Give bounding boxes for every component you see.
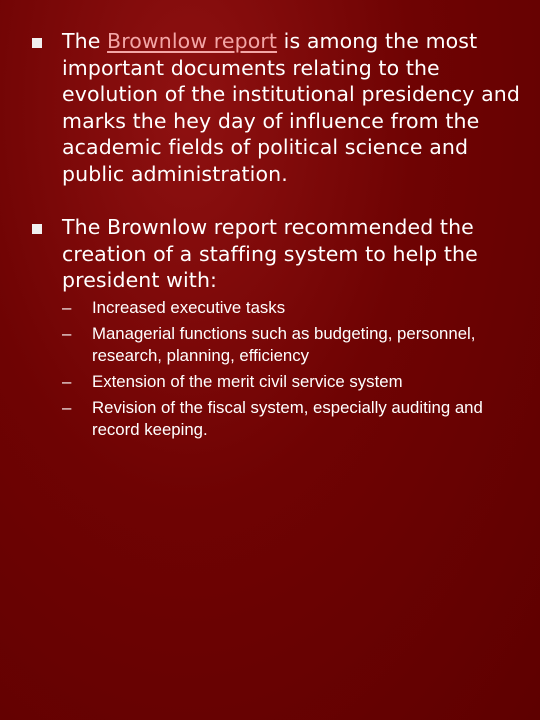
sub-bullet-text: Managerial functions such as budgeting, personnel, research, planning, efficiency	[92, 324, 476, 365]
sub-bullet-item	[62, 323, 492, 367]
sub-bullet-text: Revision of the fiscal system, especially auditing and record keeping.	[92, 398, 483, 439]
sub-bullet-text: Extension of the merit civil service system	[92, 372, 403, 391]
sub-bullet-item	[62, 297, 492, 319]
brownlow-report-link[interactable]: Brownlow report	[107, 29, 278, 53]
sub-bullet-item	[62, 397, 492, 441]
dash-icon: –	[62, 398, 72, 417]
bullet-item-1	[32, 28, 522, 187]
sub-bullet-text: Increased executive tasks	[92, 298, 286, 317]
sub-bullet-item	[62, 371, 492, 393]
bullet-text-1	[62, 28, 522, 187]
dash-icon: –	[62, 372, 72, 391]
sub-bullet-list	[62, 297, 492, 445]
bullet-text-1-pre: The	[62, 29, 108, 53]
bullet-text-1-post: is among the most important documents relating to the evolution of the institutional presidency and marks the hey day of influence from the academic fields of political science and public administration.	[62, 29, 520, 186]
bullet-text-2: The Brownlow report recommended the creation of a staffing system to help the president with:	[62, 215, 478, 292]
dash-icon: –	[62, 298, 72, 317]
square-bullet-icon	[32, 224, 42, 234]
square-bullet-icon	[32, 38, 42, 48]
bullet-item-2	[32, 214, 522, 294]
dash-icon: –	[62, 324, 72, 343]
